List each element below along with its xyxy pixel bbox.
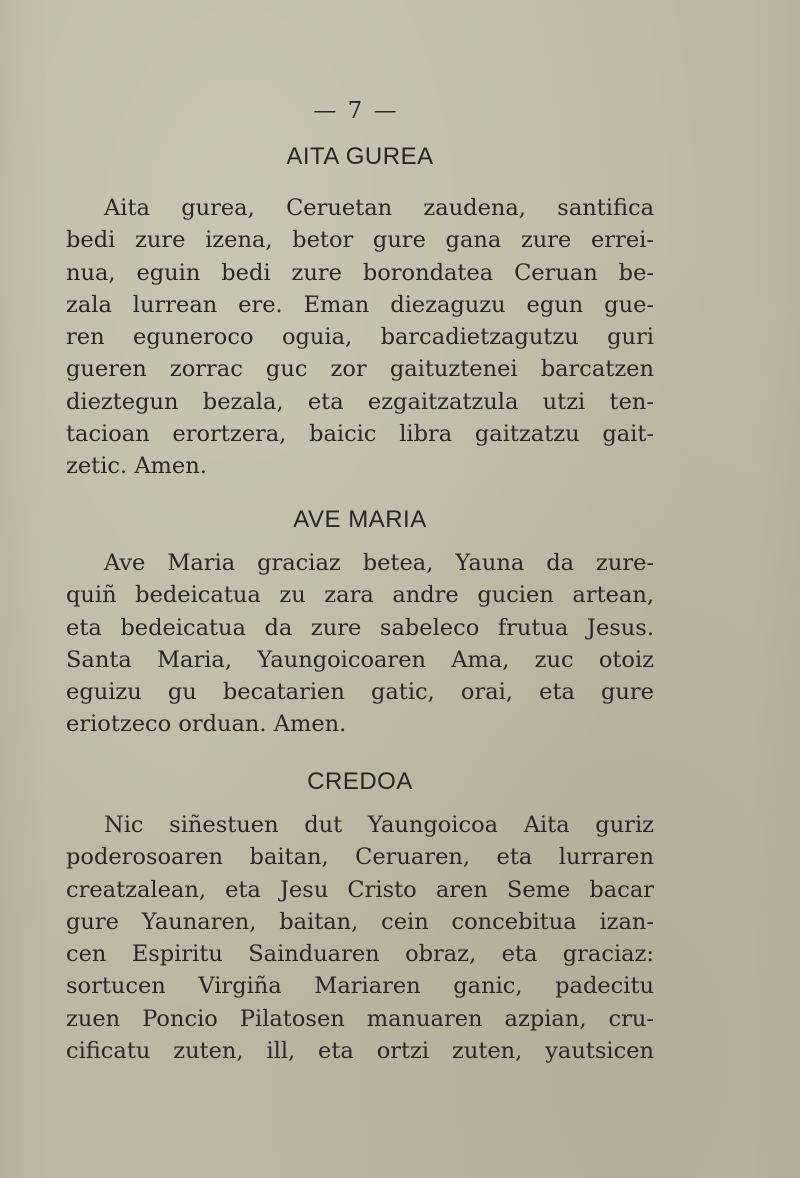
- section-title: AVE MARIA: [293, 506, 427, 533]
- text-line: poderosoaren baitan, Ceruaren, eta lurraren: [66, 844, 654, 871]
- text-line: tacioan erortzera, baicic libra gaitzatzu gait-: [66, 421, 654, 448]
- text-line: sortucen Virgiña Mariaren ganic, padecitu: [66, 973, 654, 1000]
- section-aita-gurea: [66, 140, 654, 483]
- text-line: eta bedeicatua da zure sabeleco frutua Jesus.: [66, 614, 654, 641]
- text-line: gure Yaunaren, baitan, cein concebitua izan-: [66, 908, 654, 935]
- section-title: CREDOA: [307, 768, 413, 795]
- text-line: Aita gurea, Ceruetan zaudena, santifica: [104, 195, 654, 221]
- text-line: Santa Maria, Yaungoicoaren Ama, zuc otoiz: [66, 646, 654, 673]
- text-line: ren eguneroco oguia, barcadietzagutzu guri: [66, 324, 654, 351]
- text-line: zuen Poncio Pilatosen manuaren azpian, cru-: [66, 1005, 654, 1032]
- text-line: bedi zure izena, betor gure gana zure errei-: [66, 227, 654, 254]
- text-line: cen Espiritu Sainduaren obraz, eta graciaz:: [66, 941, 654, 968]
- section-credoa: [66, 765, 654, 1067]
- text-line: eguizu gu becatarien gatic, orai, eta gure: [66, 679, 654, 706]
- text-line: gueren zorrac guc zor gaituztenei barcatzen: [66, 356, 654, 383]
- text-line: cificatu zuten, ill, eta ortzi zuten, yautsicen: [66, 1038, 654, 1065]
- section-ave-maria: [66, 503, 654, 741]
- text-line: eriotzeco orduan. Amen.: [66, 711, 347, 738]
- text-line: zala lurrean ere. Eman diezaguzu egun gue-: [66, 291, 654, 318]
- text-line: quiñ bedeicatua zu zara andre gucien artean,: [66, 582, 654, 609]
- text-line: zetic. Amen.: [66, 453, 207, 480]
- text-line: creatzalean, eta Jesu Cristo aren Seme bacar: [66, 876, 654, 903]
- text-line: nua, eguin bedi zure borondatea Ceruan be-: [66, 259, 654, 286]
- page-number: — 7 —: [313, 98, 399, 124]
- text-line: dieztegun bezala, eta ezgaitzatzula utzi ten-: [66, 388, 654, 415]
- text-line: Ave Maria graciaz betea, Yauna da zure-: [104, 550, 654, 576]
- text-line: Nic siñestuen dut Yaungoicoa Aita guriz: [104, 812, 654, 838]
- section-title: AITA GUREA: [286, 143, 434, 170]
